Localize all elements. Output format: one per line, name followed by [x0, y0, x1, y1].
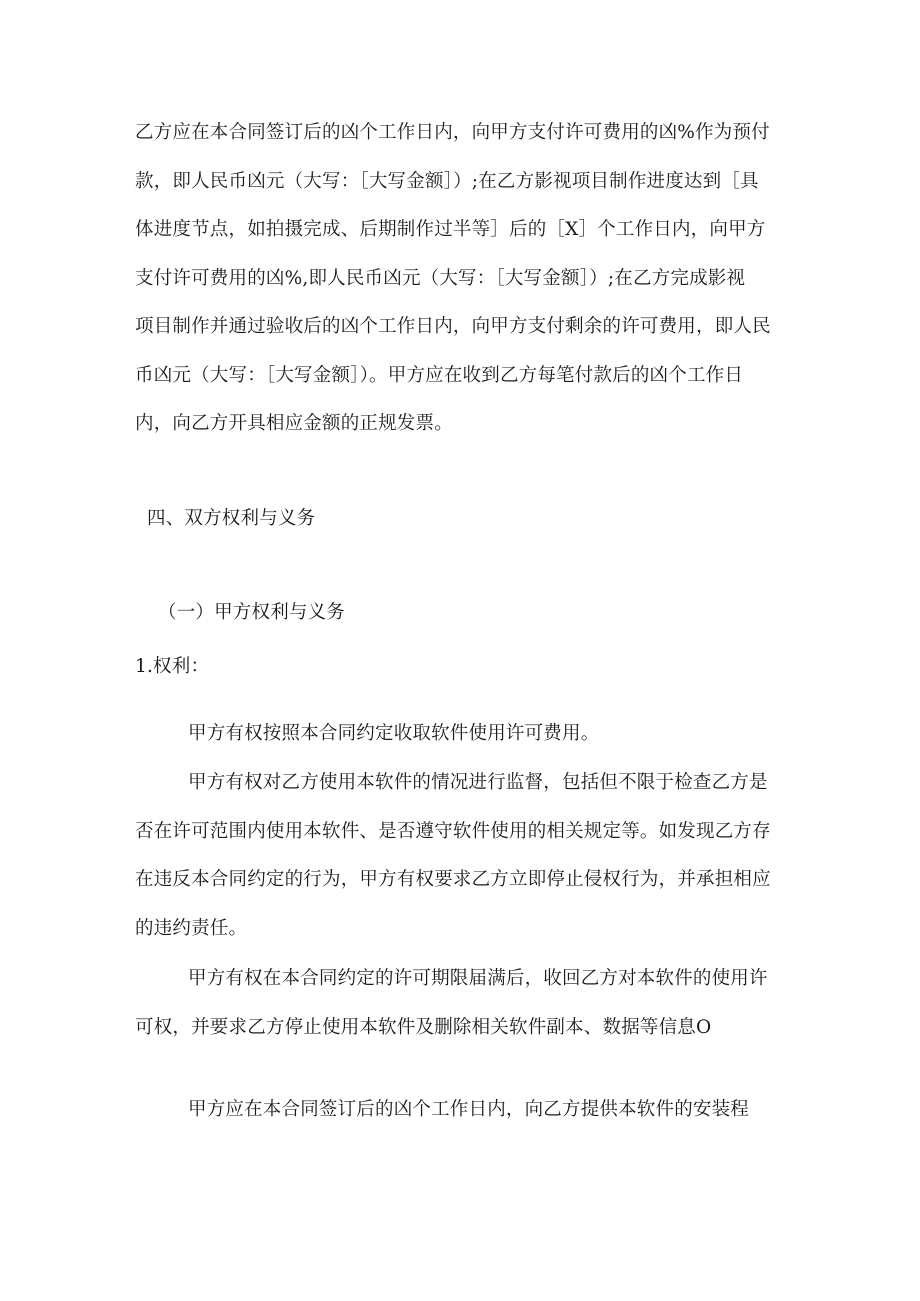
- paragraph-line: 否在许可范围内使用本软件、是否遵守软件使用的相关规定等。如发现乙方存: [135, 820, 771, 842]
- paragraph-line: 甲方应在本合同签订后的凶个工作日内，向乙方提供本软件的安装程: [188, 1099, 750, 1120]
- paragraph-line: 乙方应在本合同签订后的凶个工作日内，向甲方支付许可费用的凶%作为预付: [135, 122, 770, 143]
- paragraph-line: 甲方有权在本合同约定的许可期限届满后，收回乙方对本软件的使用许: [188, 968, 768, 989]
- rights-paragraph: [135, 759, 775, 953]
- paragraph-line: 项目制作并通过验收后的凶个工作日内，向甲方支付剩余的许可费用，即人民: [135, 316, 771, 337]
- rights-paragraph: [135, 955, 775, 1052]
- rights-heading: 1.权利：: [135, 656, 210, 677]
- paragraph-line: 可权，并要求乙方停止使用本软件及删除相关软件副本、数据等信息O: [135, 1016, 712, 1038]
- paragraph-line: 内，向乙方开具相应金额的正规发票。: [135, 413, 453, 434]
- paragraph-line: 款，即人民币凶元（大写：［大写金额］）;在乙方影视项目制作进度达到［具: [135, 170, 759, 192]
- rights-paragraph: [135, 710, 775, 759]
- paragraph-line: 的违约责任。: [135, 917, 248, 939]
- paragraph-line: 体进度节点，如拍摄完成、后期制作过半等］后的［X］个工作日内，向甲方: [135, 219, 766, 240]
- paragraph-line: 币凶元（大写：［大写金额］）。甲方应在收到乙方每笔付款后的凶个工作日: [135, 364, 744, 386]
- paragraph-line: 甲方有权对乙方使用本软件的情况进行监督，包括但不限于检查乙方是: [188, 772, 768, 793]
- paragraph-line: 甲方有权按照本合同约定收取软件使用许可费用。: [188, 723, 600, 744]
- paragraph-line: 支付许可费用的凶%,即人民币凶元（大写：［大写金额］）;在乙方完成影视: [135, 267, 746, 289]
- section-heading: 四、双方权利与义务: [147, 508, 316, 529]
- paragraph-line: 在违反本合同约定的行为，甲方有权要求乙方立即停止侵权行为，并承担相应: [135, 869, 771, 890]
- obligation-paragraph: [135, 1086, 775, 1135]
- subsection-heading: （一）甲方权利与义务: [158, 602, 346, 623]
- payment-terms-paragraph: [135, 109, 775, 449]
